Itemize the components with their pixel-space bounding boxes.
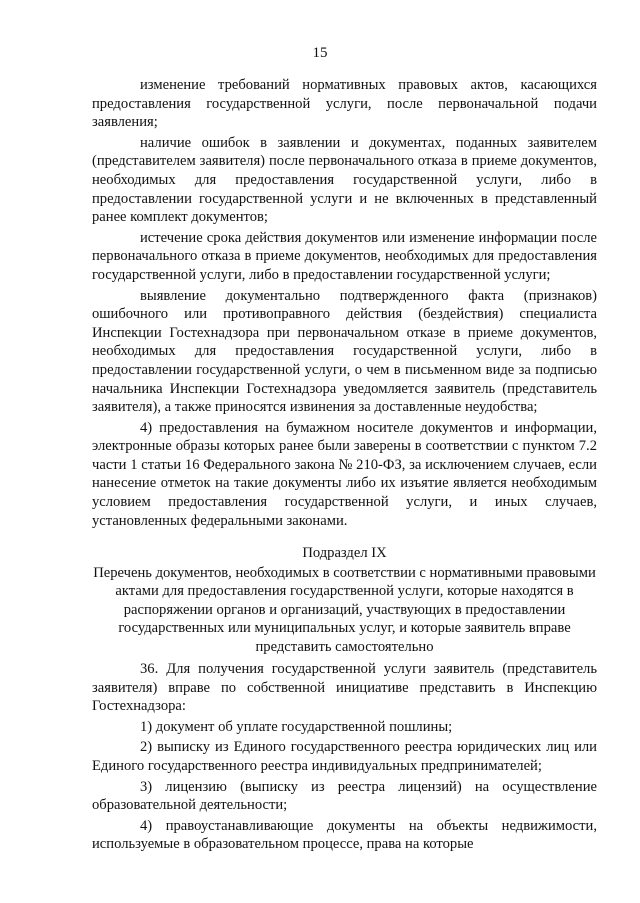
paragraph: 2) выписку из Единого государственного реестра юридических лиц или Единого государственного реестра индивидуальных предпринимателей; bbox=[92, 739, 597, 774]
paragraph: наличие ошибок в заявлении и документах, поданных заявителем (представителем заявителя) после первоначального отказа в приеме документов, необходимых для предоставления государственной услуги, либо в предоставлении государственной услуги и не включенных в представленный ранее комплект документов; bbox=[92, 134, 597, 226]
paragraph: 4) правоустанавливающие документы на объекты недвижимости, используемые в образовательном процессе, права на которые bbox=[92, 817, 597, 853]
bottom-text-block bbox=[92, 660, 597, 856]
top-text-block bbox=[92, 76, 597, 532]
page-number: 15 bbox=[312, 45, 328, 61]
subsection-label: Подраздел IX bbox=[302, 545, 387, 561]
paragraph: истечение срока действия документов или изменение информации после первоначального отказа в приеме документов, необходимых для предоставления государственной услуги, либо в предоставлении государственной услуги; bbox=[92, 229, 597, 283]
paragraph: 3) лицензию (выписку из реестра лицензий) на осуществление образовательной деятельности; bbox=[92, 778, 597, 814]
paragraph: 36. Для получения государственной услуги заявитель (представитель заявителя) вправе по собственной инициативе представить в Инспекцию Гостехнадзора: bbox=[92, 661, 597, 715]
paragraph: 4) предоставления на бумажном носителе документов и информации, электронные образы которых ранее были заверены в соответствии с пунктом 7.2 части 1 статьи 16 Федерального закона № 210-ФЗ, за исключением случаев, если нанесение отметок на такие документы либо их изъятие является необходимым условием предоставления государственной услуги, и иных случаев, установленных федеральными законами. bbox=[92, 419, 597, 529]
paragraph: 1) документ об уплате государственной пошлины; bbox=[140, 718, 453, 735]
paragraph: выявление документально подтвержденного факта (признаков) ошибочного или противоправного действия (бездействия) специалиста Инспекции Гостехнадзора при первоначальном отказе в приеме документов, необходимых для предоставления государственной услуги, либо в предоставлении государственной услуги, о чем в письменном виде за подписью начальника Инспекции Гостехнадзора уведомляется заявитель (представитель заявителя), а также приносятся извинения за доставленные неудобства; bbox=[92, 287, 597, 416]
subsection-title: Перечень документов, необходимых в соответствии с нормативными правовыми актами для предоставления государственной услуги, которые находятся в распоряжении органов и организаций, участвующих в предоставлении государственных или муниципальных услуг, и которые заявитель вправе представить самостоятельно bbox=[93, 564, 596, 655]
paragraph: изменение требований нормативных правовых актов, касающихся предоставления государственной услуги, после первоначальной подачи заявления; bbox=[92, 77, 597, 131]
subsection-heading bbox=[92, 544, 597, 657]
